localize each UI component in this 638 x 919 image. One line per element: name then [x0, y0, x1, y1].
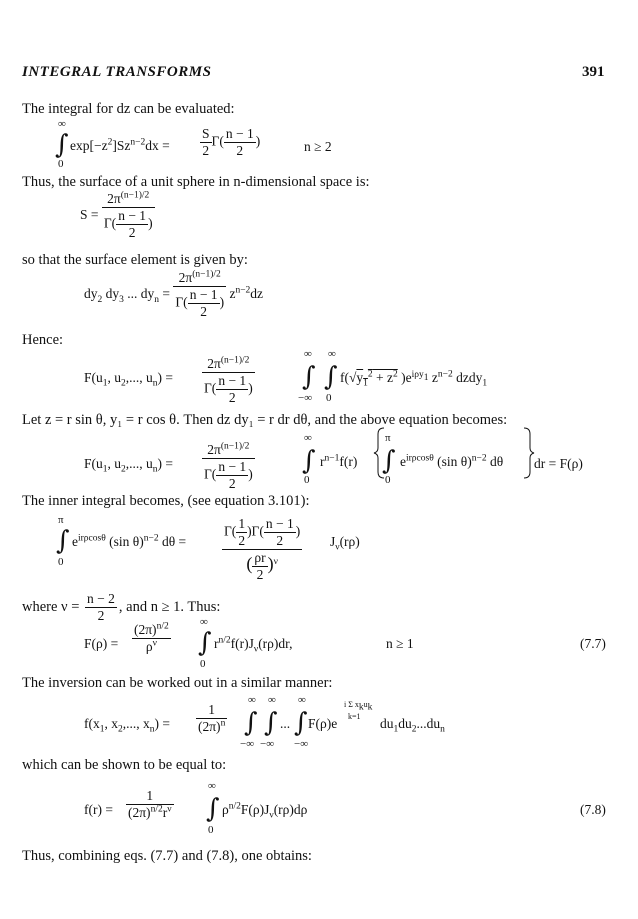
equation-label-7-8: (7.8) — [580, 802, 606, 817]
equation-surface-element: $dy_2$ $dy_3$ ... $dy_n$ = $2\pi^{(n-1)/2}$ Γ( $\frac{n - 1}{2}$ ) $z^{n-2}dz$ — [84, 269, 264, 319]
paragraph-substitution: Let z = r sin θ, y₁ = r cos θ. Then dz dy₁ = r dr dθ, and the above equation becomes: — [22, 412, 508, 428]
equation-label-7-7: (7.7) — [580, 636, 606, 651]
paragraph-combining: Thus, combining eqs. (7.7) and (7.8), one obtains: — [22, 848, 312, 864]
running-header-title: INTEGRAL TRANSFORMS — [22, 64, 212, 80]
page-number: 391 — [582, 64, 605, 80]
paragraph-inversion: The inversion can be worked out in a similar manner: — [22, 675, 333, 691]
paragraph-equal-to: which can be shown to be equal to: — [22, 757, 227, 773]
condition-n-ge-2: n ≥ 2 — [304, 139, 332, 154]
where-nu-suffix: , and n ≥ 1. Thus: — [118, 598, 221, 615]
paragraph-surface-element: so that the surface element is given by: — [22, 252, 248, 268]
result-dr-F-rho: dr = F(ρ) — [534, 456, 583, 471]
paragraph-unit-sphere: Thus, the surface of a unit sphere in n-dimensional space is: — [22, 174, 370, 190]
paragraph-where-nu: where ν = $\frac{n - 2}{2}$ , and n ≥ 1. Thus: — [22, 591, 221, 623]
where-nu-prefix: where ν = — [22, 598, 80, 615]
condition-n-ge-1: n ≥ 1 — [386, 636, 414, 651]
paragraph-hence: Hence: — [22, 332, 64, 348]
paragraph-inner-integral: The inner integral becomes, (see equation 3.101): — [22, 493, 310, 509]
paragraph-dz-integral: The integral for dz can be evaluated: — [22, 101, 235, 117]
equation-surface-s: S = $2\pi^{(n-1)/2}$ Γ( $\frac{n - 1}{2}$ ) — [80, 190, 153, 240]
